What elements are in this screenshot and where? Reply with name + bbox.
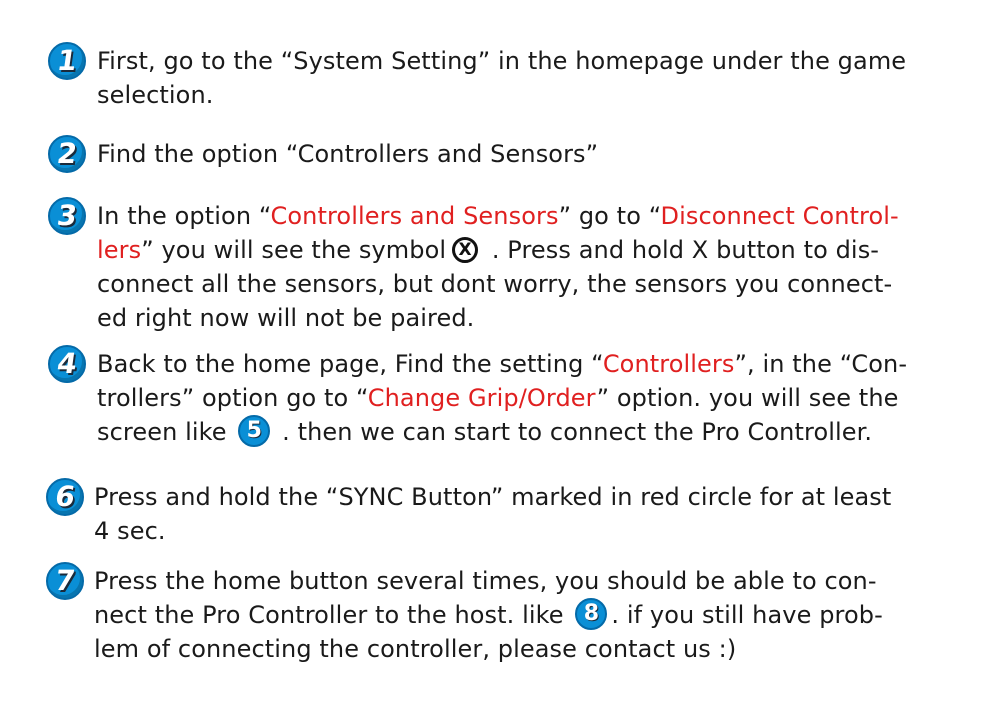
text-segment: screen like xyxy=(97,418,235,446)
text-segment: . if you still have prob- xyxy=(611,601,883,629)
step-line: connect all the sensors, but dont worry, the sensors you connect- xyxy=(97,270,893,298)
step-text xyxy=(94,480,954,548)
step-8-reference-badge: 8 xyxy=(575,598,607,630)
step-number: 4 xyxy=(55,347,80,380)
step-line xyxy=(97,233,957,267)
x-button-icon: X xyxy=(452,237,478,263)
step-line xyxy=(94,598,954,632)
text-segment: . then we can start to connect the Pro Controller. xyxy=(274,418,873,446)
step-number-badge xyxy=(48,135,86,173)
step-text xyxy=(97,347,957,449)
highlight-disconnect-controllers: lers xyxy=(97,236,142,264)
text-segment: ” option. you will see the xyxy=(596,384,899,412)
step-line: Find the option “Controllers and Sensors” xyxy=(97,140,599,168)
text-segment: Back to the home page, Find the setting “ xyxy=(97,350,603,378)
highlight-disconnect-controllers: Disconnect Control- xyxy=(660,202,899,230)
highlight-change-grip-order: Change Grip/Order xyxy=(367,384,597,412)
step-number-badge xyxy=(48,345,86,383)
text-segment: ” you will see the symbol xyxy=(141,236,447,264)
highlight-controllers: Controllers xyxy=(602,350,735,378)
step-line: lem of connecting the controller, please contact us :) xyxy=(94,635,737,663)
step-text xyxy=(94,564,954,666)
step-number-badge xyxy=(46,562,84,600)
step-line xyxy=(97,381,957,415)
step-line: selection. xyxy=(97,81,214,109)
step-number-badge xyxy=(46,478,84,516)
step-number-badge xyxy=(48,197,86,235)
step-line xyxy=(97,415,957,449)
step-number: 1 xyxy=(55,44,80,77)
step-line xyxy=(97,199,957,233)
step-line: Press the home button several times, you should be able to con- xyxy=(94,567,877,595)
text-segment: ” go to “ xyxy=(558,202,661,230)
text-segment: trollers” option go to “ xyxy=(97,384,368,412)
step-5-reference-badge: 5 xyxy=(238,415,270,447)
text-segment: In the option “ xyxy=(97,202,271,230)
step-line: ed right now will not be paired. xyxy=(97,304,475,332)
step-number: 3 xyxy=(55,199,80,232)
step-text xyxy=(97,44,957,112)
step-number-badge xyxy=(48,42,86,80)
step-number: 6 xyxy=(53,480,78,513)
text-segment: . Press and hold X button to dis- xyxy=(484,236,880,264)
text-segment: nect the Pro Controller to the host. like xyxy=(94,601,572,629)
step-text xyxy=(97,137,957,171)
text-segment: ”, in the “Con- xyxy=(734,350,908,378)
step-line: 4 sec. xyxy=(94,517,166,545)
step-line: Press and hold the “SYNC Button” marked in red circle for at least xyxy=(94,483,892,511)
highlight-controllers-and-sensors: Controllers and Sensors xyxy=(270,202,559,230)
step-number: 2 xyxy=(55,137,80,170)
step-line xyxy=(97,347,957,381)
step-text xyxy=(97,199,957,335)
step-line: First, go to the “System Setting” in the homepage under the game xyxy=(97,47,907,75)
step-number: 7 xyxy=(53,564,78,597)
